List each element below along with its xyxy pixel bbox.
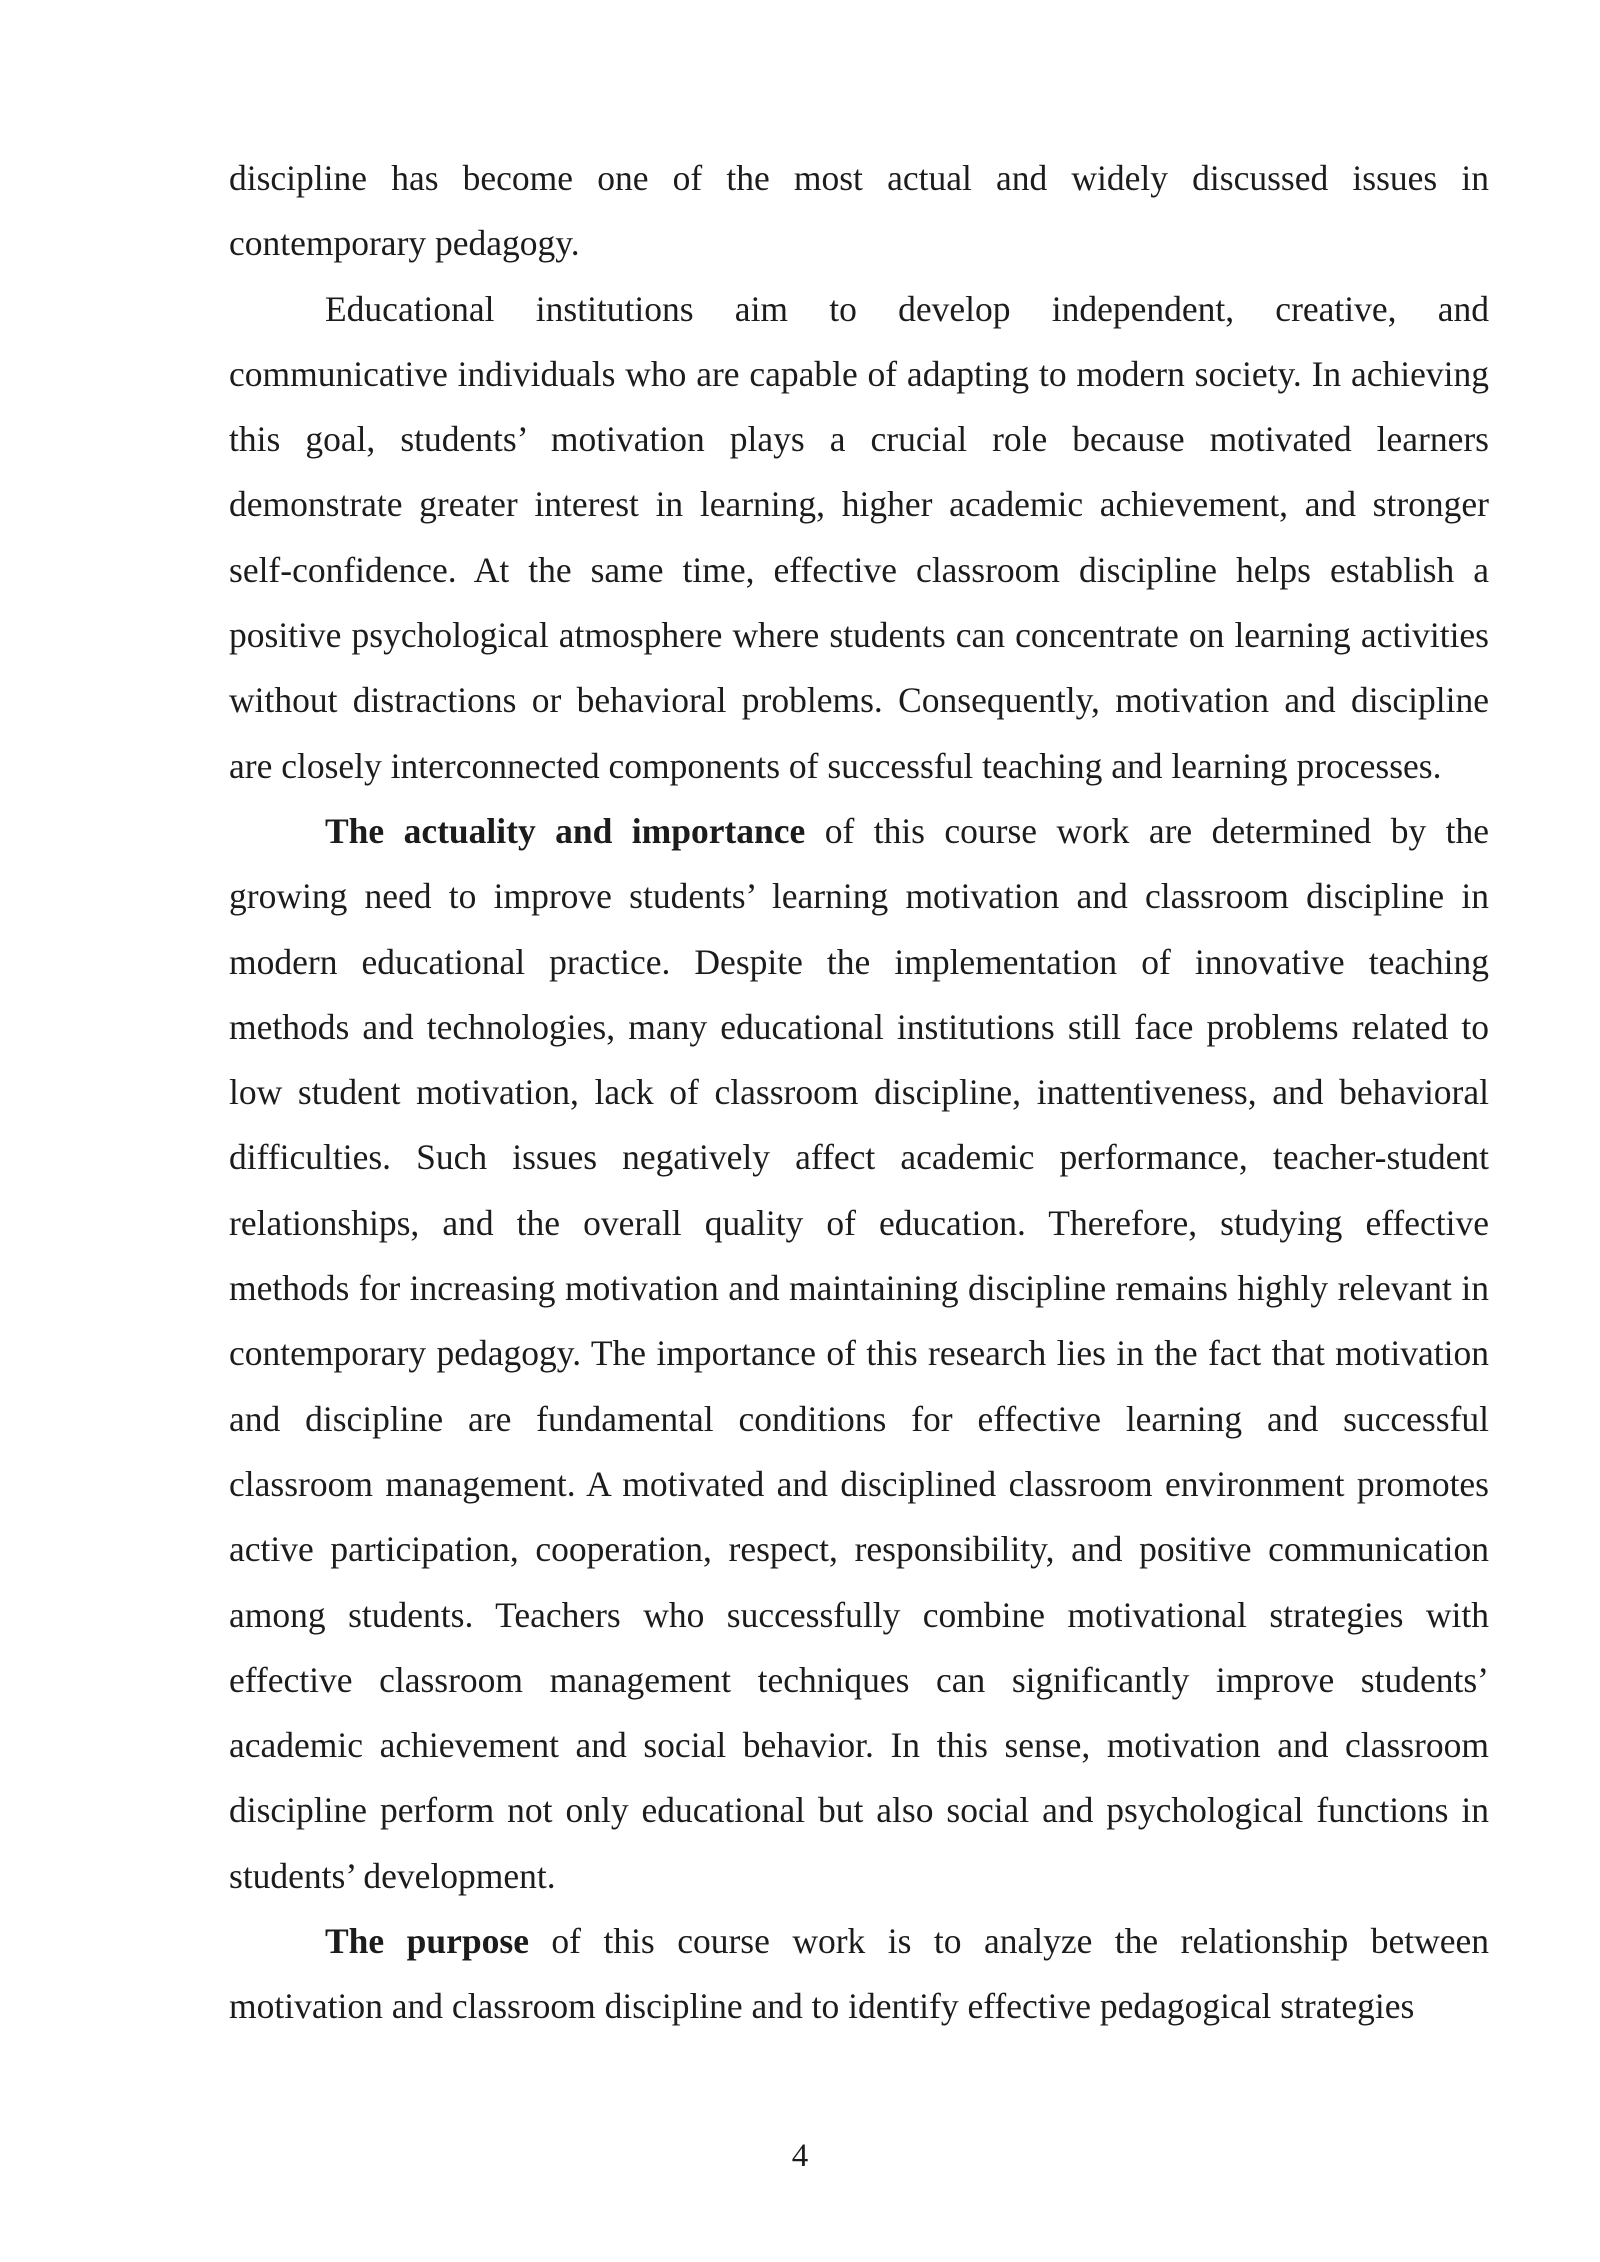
paragraph-text: of this course work are determined by the growing need to improve students’ learning motivation and classroom discipline in modern educational practice. Despite the implementation of innovative teaching methods and technologies, many educational institutions still face problems related to low student motivation, lack of classroom discipline, inattentiveness, and behavioral difficulties. Such issues negatively affect academic performance, teacher-student relationships, and the overall quality of education. Therefore, studying effective methods for increasing motivation and maintaining discipline remains highly relevant in contemporary pedagogy. The importance of this research lies in the fact that motivation and discipline are fundamental conditions for effective learning and successful classroom management. A motivated and disciplined classroom environment promotes active participation, cooperation, respect, responsibility, and positive communication among students. Teachers who successfully combine motivational strategies with effective classroom management techniques can significantly improve students’ academic achievement and social behavior. In this sense, motivation and classroom discipline perform not only educational but also social and psychological functions in students’ development. — [229, 810, 1489, 1896]
paragraph-text: Educational institutions aim to develop independent, creative, and communicative individuals who are capable of adapting to modern society. In achieving this goal, students’ motivation plays a crucial role because motivated learners demonstrate greater interest in learning, higher academic achievement, and stronger self-confidence. At the same time, effective classroom discipline helps establish a positive psychological atmosphere where students can concentrate on learning activities without distractions or behavioral problems. Consequently, motivation and discipline are closely interconnected components of successful teaching and learning processes. — [229, 288, 1489, 786]
paragraph-actuality — [229, 799, 1489, 1909]
paragraph-text: discipline has become one of the most actual and widely discussed issues in contemporary pedagogy. — [229, 158, 1489, 264]
paragraph-lead-bold: The actuality and importance — [325, 810, 806, 851]
body-text — [229, 146, 1489, 2040]
page-number: 4 — [791, 2138, 809, 2174]
paragraph-continuation — [229, 146, 1489, 277]
paragraph-institutions — [229, 277, 1489, 799]
paragraph-purpose — [229, 1909, 1489, 2040]
paragraph-text: of this course work is to analyze the relationship between motivation and classroom discipline and to identify effective pedagogical strategies — [229, 1921, 1489, 2027]
paragraph-lead-bold: The purpose — [325, 1921, 529, 1962]
